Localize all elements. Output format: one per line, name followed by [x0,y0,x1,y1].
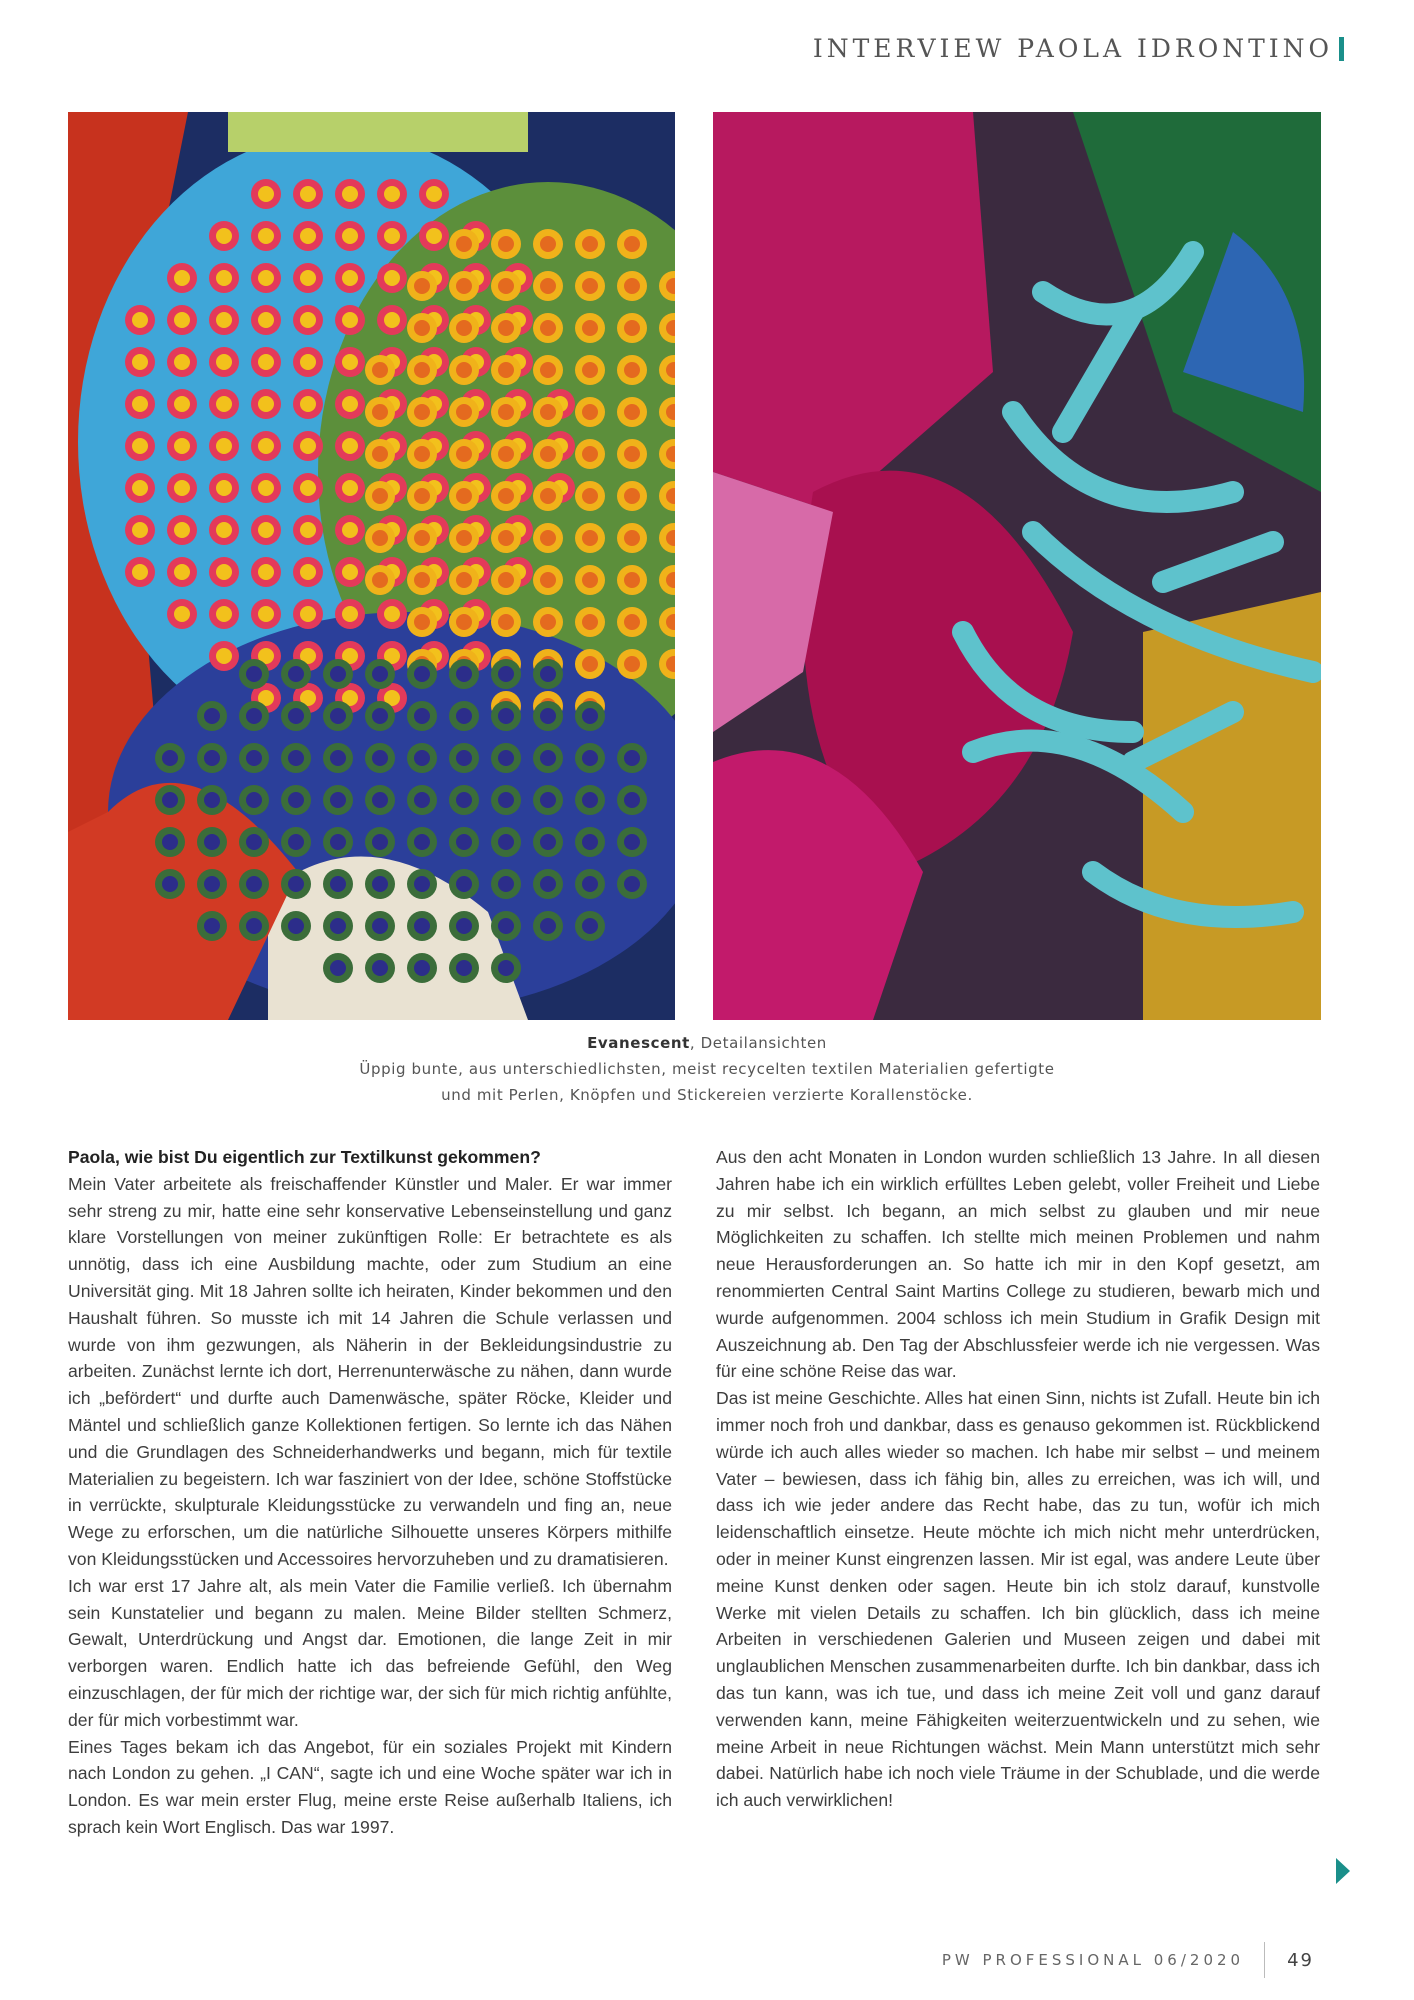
polyp-core [174,564,190,580]
continue-arrow-icon[interactable] [1336,1858,1350,1884]
polyp-core [456,278,472,294]
polyp-core [498,960,514,976]
polyp-core [498,404,514,420]
polyp-core [342,606,358,622]
polyp-core [288,918,304,934]
polyp-core [258,480,274,496]
polyp-core [540,236,556,252]
polyp-core [456,918,472,934]
polyp-core [258,564,274,580]
polyp-core [372,876,388,892]
polyp-core [540,320,556,336]
polyp-core [372,792,388,808]
polyp-core [414,876,430,892]
polyp-core [582,708,598,724]
polyp-core [300,186,316,202]
polyp-core [540,278,556,294]
polyp-core [414,960,430,976]
polyp-core [498,488,514,504]
polyp-core [414,530,430,546]
polyp-core [300,354,316,370]
polyp-core [204,792,220,808]
polyp-core [372,362,388,378]
polyp-core [624,572,640,588]
polyp-core [342,312,358,328]
polyp-core [216,648,232,664]
polyp-core [414,750,430,766]
polyp-core [372,530,388,546]
polyp-core [456,488,472,504]
coral-illustration-right [713,112,1321,1020]
polyp-core [414,572,430,588]
polyp-core [498,362,514,378]
page-number: 49 [1287,1949,1314,1971]
polyp-core [300,606,316,622]
polyp-core [456,404,472,420]
polyp-core [582,750,598,766]
polyp-core [456,708,472,724]
polyp-core [300,564,316,580]
polyp-core [216,228,232,244]
header-accent-bar [1339,37,1344,61]
polyp-core [342,480,358,496]
polyp-core [456,320,472,336]
polyp-core [498,792,514,808]
polyp-core [288,708,304,724]
interview-question: Paola, wie bist Du eigentlich zur Textilkunst gekommen? [68,1147,541,1167]
polyp-core [624,614,640,630]
polyp-core [330,666,346,682]
polyp-core [216,480,232,496]
polyp-core [582,278,598,294]
polyp-core [342,564,358,580]
polyp-core [342,522,358,538]
polyp-core [414,278,430,294]
polyp-core [624,278,640,294]
photo-right-coral-detail [713,112,1321,1020]
polyp-core [540,750,556,766]
paragraph: Mein Vater arbeitete als freischaffender Künstler und Maler. Er war immer sehr streng zu mir, hatte eine sehr konservative Lebenseinstellung und ganz klare Vorstellungen von meiner zukünftigen Rolle: Er betrachtete es als unnötig, dass ich eine Ausbildung machte, oder zum Studium an eine Universität ging. Mit 18 Jahren sollte ich heiraten, Kinder bekommen und den Haushalt führen. So musste ich mit 14 Jahren die Schule verlassen und wurde von ihm gezwungen, als Näherin in der Bekleidungsindustrie zu arbeiten. Zunächst lernte ich dort, Herrenunterwäsche zu nähen, dann wurde ich „befördert“ und durfte auch Damenwäsche, später Röcke, Kleider und Mäntel und schließlich ganze Kollektionen fertigen. So lernte ich das Nähen und die Grundlagen des Schneiderhandwerks und begann, mich für textile Materialien zu begeistern. Ich war fasziniert von der Idee, schöne Stoffstücke in verrückte, skulpturale Kleidungsstücke zu verwandeln und fing an, neue Wege zu erforschen, um die natürliche Silhouette unseres Körpers mithilfe von Kleidungsstücken und Accessoires hervorzuheben und zu dramatisieren. [68,1173,672,1569]
polyp-core [174,270,190,286]
polyp-core [624,404,640,420]
polyp-core [582,876,598,892]
caption-line-1: Üppig bunte, aus unterschiedlichsten, meist recycelten textilen Materialien gefertigte [359,1060,1055,1078]
polyp-core [372,666,388,682]
polyp-core [540,362,556,378]
polyp-core [330,708,346,724]
polyp-core [174,606,190,622]
polyp-core [246,666,262,682]
polyp-core [372,918,388,934]
polyp-core [582,488,598,504]
polyp-core [582,362,598,378]
image-caption [200,1030,1214,1108]
polyp-core [456,236,472,252]
polyp-core [132,480,148,496]
polyp-core [456,530,472,546]
polyp-core [540,876,556,892]
polyp-core [540,708,556,724]
polyp-core [204,876,220,892]
polyp-core [258,312,274,328]
polyp-core [540,404,556,420]
polyp-core [414,488,430,504]
polyp-core [216,438,232,454]
polyp-core [582,320,598,336]
polyp-core [258,606,274,622]
polyp-core [456,750,472,766]
polyp-core [216,396,232,412]
polyp-core [498,236,514,252]
polyp-core [582,614,598,630]
polyp-core [582,572,598,588]
caption-title-suffix: , Detailansichten [689,1034,827,1052]
polyp-core [498,614,514,630]
caption-title-line [200,1030,1214,1056]
polyp-core [330,918,346,934]
polyp-core [216,270,232,286]
polyp-core [372,488,388,504]
polyp-core [300,438,316,454]
polyp-core [414,362,430,378]
article-column-left [68,1144,672,1841]
caption-line-2: und mit Perlen, Knöpfen und Stickereien verzierte Korallenstöcke. [441,1086,973,1104]
polyp-core [456,614,472,630]
polyp-core [498,530,514,546]
polyp-core [174,396,190,412]
polyp-core [342,186,358,202]
polyp-core [330,960,346,976]
polyp-core [258,522,274,538]
polyp-core [540,614,556,630]
polyp-core [414,834,430,850]
polyp-core [258,438,274,454]
polyp-core [300,270,316,286]
polyp-core [216,354,232,370]
polyp-core [498,876,514,892]
polyp-core [456,792,472,808]
polyp-core [456,960,472,976]
polyp-core [246,708,262,724]
polyp-core [132,438,148,454]
polyp-core [342,270,358,286]
polyp-core [132,354,148,370]
polyp-core [498,750,514,766]
polyp-core [300,522,316,538]
polyp-core [258,228,274,244]
polyp-core [258,396,274,412]
polyp-core [624,530,640,546]
photo-left-coral-detail [68,112,675,1020]
polyp-core [456,572,472,588]
polyp-core [372,404,388,420]
polyp-core [414,666,430,682]
polyp-core [498,446,514,462]
polyp-core [162,750,178,766]
polyp-core [174,438,190,454]
polyp-core [384,270,400,286]
polyp-core [132,522,148,538]
polyp-core [540,488,556,504]
polyp-core [330,750,346,766]
polyp-core [456,446,472,462]
polyp-core [258,354,274,370]
polyp-core [540,834,556,850]
polyp-core [132,564,148,580]
polyp-core [330,876,346,892]
polyp-core [540,446,556,462]
polyp-core [132,396,148,412]
polyp-core [414,320,430,336]
polyp-core [342,396,358,412]
polyp-core [300,312,316,328]
footer-publication: PW PROFESSIONAL 06/2020 [941,1951,1245,1969]
paragraph: Aus den acht Monaten in London wurden schließlich 13 Jahre. In all diesen Jahren habe ich ein wirklich erfülltes Leben gelebt, voller Freiheit und Liebe zu mir selbst. Ich begann, an mich selbst zu glauben und mir neue Möglichkeiten zu schaffen. Ich stellte mich meinen Problemen und nahm neue Herausforderungen an. So hatte ich mir in den Kopf gesetzt, am renommierten Central Saint Martins College zu studieren, bewarb mich und wurde aufgenommen. 2004 schloss ich mein Studium in Grafik Design mit Auszeichnung ab. Den Tag der Abschlussfeier werde ich nie vergessen. Was für eine schöne Reise das war. [716,1147,1320,1382]
polyp-core [384,312,400,328]
polyp-core [246,918,262,934]
polyp-core [582,446,598,462]
polyp-core [246,792,262,808]
polyp-core [498,320,514,336]
polyp-core [540,666,556,682]
polyp-core [540,572,556,588]
polyp-core [288,750,304,766]
polyp-core [498,278,514,294]
polyp-core [624,362,640,378]
polyp-core [582,792,598,808]
polyp-core [624,236,640,252]
polyp-core [204,708,220,724]
polyp-core [456,876,472,892]
page-footer [942,1942,1314,1978]
polyp-core [498,666,514,682]
paragraph: Eines Tages bekam ich das Angebot, für ein soziales Projekt mit Kindern nach London zu gehen. „I CAN“, sagte ich und eine Woche später war ich in London. Es war mein erster Flug, meine erste Reise außerhalb Italiens, ich sprach kein Wort Englisch. Das war 1997. [68,1736,672,1837]
polyp-core [372,960,388,976]
polyp-core [498,918,514,934]
polyp-core [258,270,274,286]
polyp-core [216,312,232,328]
polyp-core [426,228,442,244]
polyp-core [540,530,556,546]
polyp-core [540,792,556,808]
polyp-core [426,186,442,202]
polyp-core [582,236,598,252]
polyp-core [216,606,232,622]
polyp-core [174,522,190,538]
polyp-core [384,186,400,202]
polyp-core [624,750,640,766]
polyp-core [330,792,346,808]
polyp-core [288,834,304,850]
polyp-core [204,918,220,934]
polyp-core [624,446,640,462]
polyp-core [300,480,316,496]
polyp-core [582,918,598,934]
polyp-core [624,834,640,850]
polyp-core [384,228,400,244]
polyp-core [372,708,388,724]
polyp-core [372,834,388,850]
polyp-core [414,918,430,934]
polyp-core [414,708,430,724]
polyp-core [300,228,316,244]
polyp-core [132,312,148,328]
polyp-core [414,614,430,630]
polyp-core [288,666,304,682]
polyp-core [456,834,472,850]
polyp-core [372,446,388,462]
polyp-core [624,488,640,504]
polyp-core [258,186,274,202]
polyp-core [498,708,514,724]
polyp-core [174,354,190,370]
polyp-core [624,320,640,336]
polyp-core [162,792,178,808]
polyp-core [372,572,388,588]
polyp-core [342,438,358,454]
polyp-core [582,834,598,850]
paragraph: Ich war erst 17 Jahre alt, als mein Vater die Familie verließ. Ich übernahm sein Kunstatelier und begann zu malen. Meine Bilder stellten Schmerz, Gewalt, Unterdrückung und Angst dar. Emotionen, die lange Zeit in mir verborgen waren. Endlich hatte ich das befreiende Gefühl, den Weg einzuschlagen, der für mich der richtige war, der sich für mich richtig anfühlte, der für mich vorbestimmt war. [68,1575,672,1730]
polyp-core [624,792,640,808]
header-title: INTERVIEW PAOLA IDRONTINO [812,34,1333,63]
polyp-core [498,572,514,588]
polyp-core [456,362,472,378]
polyp-core [372,750,388,766]
polyp-core [498,834,514,850]
polyp-core [456,666,472,682]
polyp-core [414,792,430,808]
polyp-core [384,606,400,622]
polyp-core [162,876,178,892]
polyp-core [330,834,346,850]
paragraph: Das ist meine Geschichte. Alles hat einen Sinn, nichts ist Zufall. Heute bin ich immer noch froh und dankbar, dass es genauso gekommen ist. Rückblickend würde ich auch alles wieder so machen. Ich habe mir selbst – und meinem Vater – bewiesen, dass ich fähig bin, alles zu erreichen, was ich will, und dass ich wie jeder andere das Recht habe, das zu tun, wofür ich mich leidenschaftlich einsetze. Heute möchte ich mich nicht mehr unterdrücken, oder in meiner Kunst eingrenzen lassen. Mir ist egal, was andere Leute über meine Kunst denken oder sagen. Heute bin ich stolz darauf, kunstvolle Werke mit vielen Details zu schaffen. Ich bin glücklich, dass ich meine Arbeiten in verschiedenen Galerien und Museen zeigen und dabei mit unglaublichen Menschen zusammenarbeiten durfte. Ich bin dankbar, dass ich das tun kann, was ich tue, und dass ich meine Zeit voll und ganz darauf verwenden kann, meine Fähigkeiten weiterzuentwickeln und zu sehen, wie meine Arbeit in neue Richtungen wächst. Mein Mann unterstützt mich sehr dabei. Natürlich habe ich noch viele Träume in der Schublade, und die werde ich auch verwirklichen! [716,1388,1320,1811]
running-header [813,34,1344,63]
polyp-core [246,750,262,766]
polyp-core [582,530,598,546]
polyp-core [246,834,262,850]
polyp-core [288,876,304,892]
footer-divider [1264,1942,1265,1978]
polyp-core [204,750,220,766]
polyp-core [624,656,640,672]
polyp-core [414,446,430,462]
polyp-core [174,312,190,328]
polyp-core [216,522,232,538]
polyp-core [300,396,316,412]
polyp-core [342,228,358,244]
polyp-core [342,354,358,370]
polyp-core [288,792,304,808]
polyp-core [582,404,598,420]
polyp-core [582,656,598,672]
polyp-core [216,564,232,580]
coral-illustration-left [68,112,675,1020]
polyp-core [624,876,640,892]
polyp-core [540,918,556,934]
polyp-core [246,876,262,892]
polyp-core [414,404,430,420]
article-column-right [716,1144,1320,1814]
polyp-core [174,480,190,496]
caption-artwork-title: Evanescent [587,1034,690,1052]
polyp-core [162,834,178,850]
polyp-core [204,834,220,850]
